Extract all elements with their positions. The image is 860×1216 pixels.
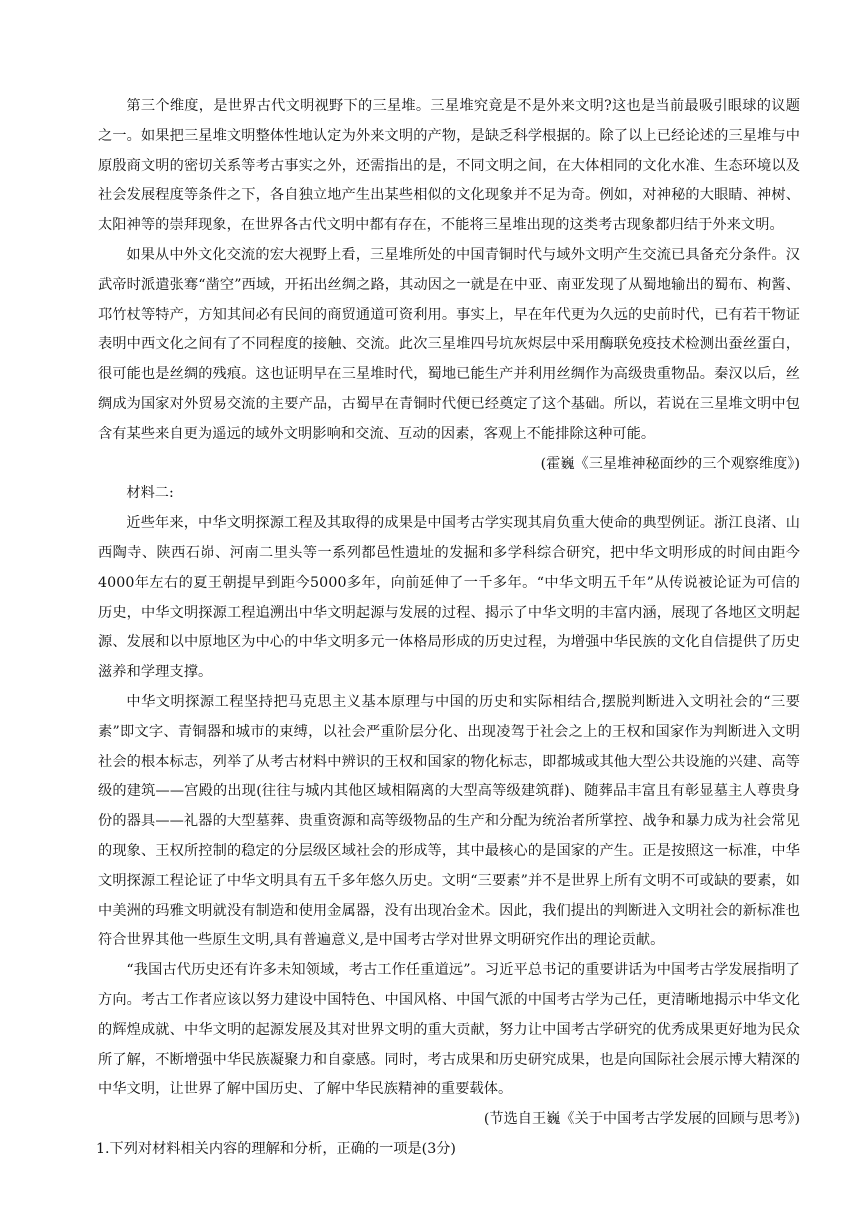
paragraph-civilization-standard: 中华文明探源工程坚持把马克思主义基本原理与中国的历史和实际相结合,摆脱判断进入文明社会的“三要素”即文字、青铜器和城市的束缚，以社会严重阶层分化、出现凌驾于社会之上的王权和国家作为判断进入文明社会的根本标志，列举了从考古材料中辨识的王权和国家的物化标志，即都城或其他大型公共设施的兴建、高等级的建筑——宫殿的出现(往往与城内其他区域相隔离的大型高等级建筑群)、随葬品丰富且有彰显墓主人尊贵身份的器具——礼器的大型墓葬、贵重资源和高等级物品的生产和分配为统治者所掌控、战争和暴力成为社会常见的现象、王权所控制的稳定的分层级区域社会的形成等，其中最核心的是国家的产生。正是按照这一标准，中华文明探源工程论证了中华文明具有五千多年悠久历史。文明“三要素”并不是世界上所有文明不可或缺的要素，如中美洲的玛雅文明就没有制造和使用金属器，没有出现冶金术。因此，我们提出的判断进入文明社会的新标准也符合世界其他一些原生文明,具有普遍意义,是中国考古学对世界文明研究作出的理论贡献。 [98,693,801,949]
material-2-heading: 材料二: [126,485,174,502]
source-citation-1: (霍巍《三星堆神秘面纱的三个观察维度》) [540,455,800,472]
question-1: 1.下列对材料相关内容的理解和分析，正确的一项是(3分) [96,1140,456,1157]
paragraph-third-dimension: 第三个维度，是世界古代文明视野下的三星堆。三星堆究竟是不是外来文明?这也是当前最吸引眼球的议题之一。如果把三星堆文明整体性地认定为外来文明的产物，是缺乏科学根据的。除了以上已经论述的三星堆与中原殷商文明的密切关系等考古事实之外，还需指出的是，不同文明之间，在大体相同的文化水准、生态环境以及社会发展程度等条件之下，各自独立地产生出某些相似的文化现象并不足为奇。例如，对神秘的大眼睛、神树、太阳神等的崇拜现象，在世界各古代文明中都有存在，不能将三星堆出现的这类考古现象都归结于外来文明。 [98,98,800,234]
paragraph-civilization-project: 近些年来，中华文明探源工程及其取得的成果是中国考古学实现其肩负重大使命的典型例证。浙江良渚、山西陶寺、陕西石峁、河南二里头等一系列都邑性遗址的发掘和多学科综合研究，把中华文明形成的时间由距今4000年左右的夏王朝提早到距今5000多年，向前延伸了一千多年。“中华文明五千年”从传说被论证为可信的历史，中华文明探源工程追溯出中华文明起源与发展的过程、揭示了中华文明的丰富内涵，展现了各地区文明起源、发展和以中原地区为中心的中华文明多元一体格局形成的历史过程，为增强中华民族的文化自信提供了历史滋养和学理支撑。 [98,515,800,681]
paragraph-cultural-exchange: 如果从中外文化交流的宏大视野上看，三星堆所处的中国青铜时代与域外文明产生交流已具备充分条件。汉武帝时派遣张骞“凿空”西域，开拓出丝绸之路，其动因之一就是在中亚、南亚发现了从蜀地输出的蜀布、枸酱、邛竹杖等特产，方知其间必有民间的商贸通道可资利用。事实上，早在年代更为久远的史前时代，已有若干物证表明中西文化之间有了不同程度的接触、交流。此次三星堆四号坑灰烬层中采用酶联免疫技术检测出蚕丝蛋白，很可能也是丝绸的残痕。这也证明早在三星堆时代，蜀地已能生产并利用丝绸作为高级贵重物品。秦汉以后，丝绸成为国家对外贸易交流的主要产品，古蜀早在青铜时代便已经奠定了这个基础。所以，若说在三星堆文明中包含有某些来自更为遥远的域外文明影响和交流、互动的因素，客观上不能排除这种可能。 [98,246,800,442]
source-citation-2: (节选自王巍《关于中国考古学发展的回顾与思考》) [483,1111,800,1128]
document-page [98,92,800,1165]
paragraph-archaeology-future: “我国古代历史还有许多未知领域，考古工作任重道远”。习近平总书记的重要讲话为中国考古学发展指明了方向。考古工作者应该以努力建设中国特色、中国风格、中国气派的中国考古学为己任，更清晰地揭示中华文化的辉煌成就、中华文明的起源发展及其对世界文明的重大贡献，努力让中国考古学研究的优秀成果更好地为民众所了解，不断增强中华民族凝聚力和自豪感。同时，考古成果和历史研究成果，也是向国际社会展示博大精深的中华文明，让世界了解中国历史、了解中华民族精神的重要载体。 [98,962,800,1098]
